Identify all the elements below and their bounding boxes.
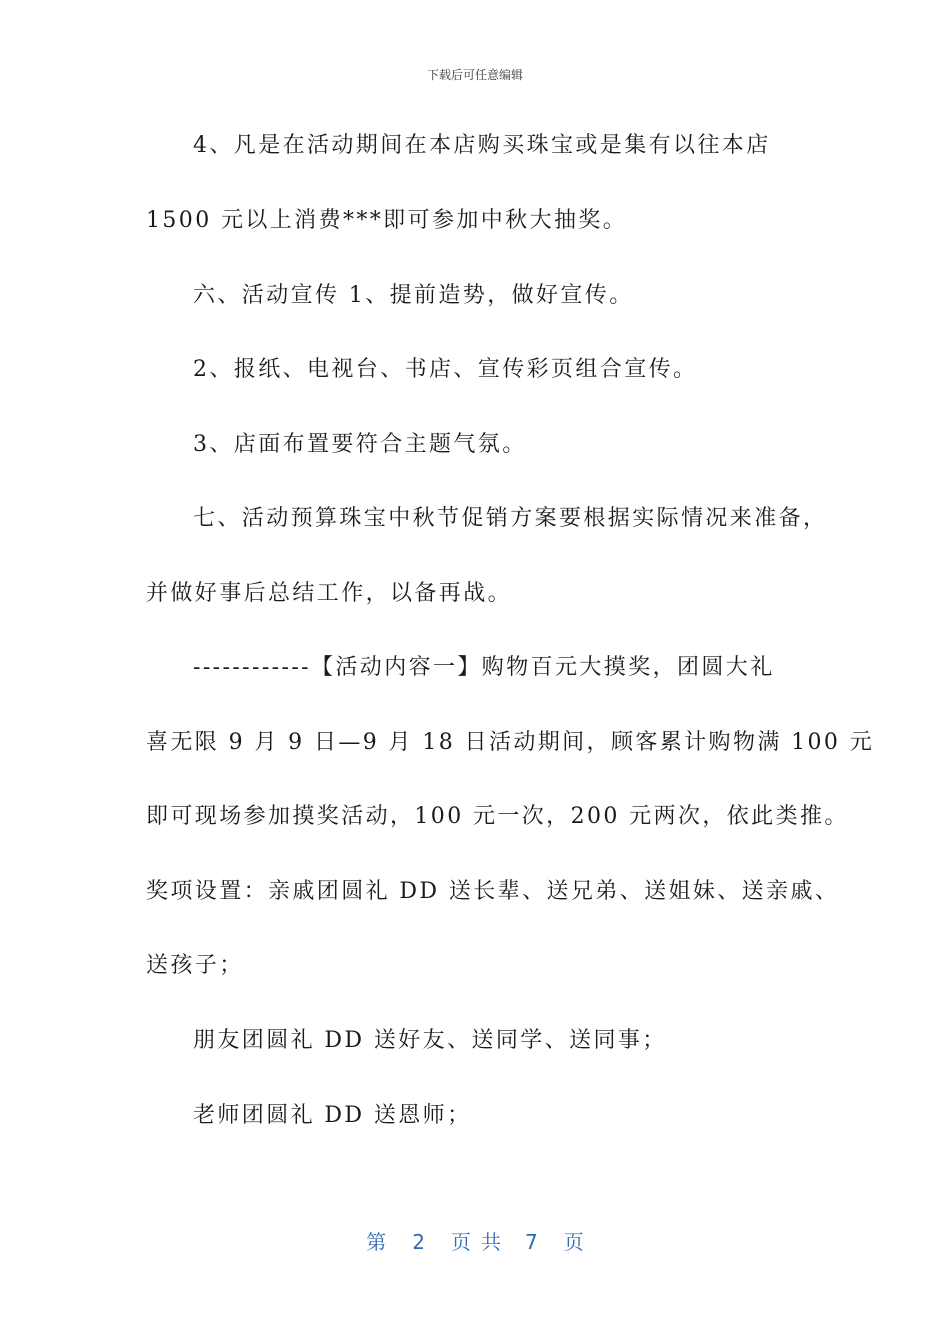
- paragraph-line: 七、活动预算珠宝中秋节促销方案要根据实际情况来准备，: [193, 506, 828, 531]
- total-pages-number: 7: [525, 1230, 538, 1254]
- paragraph-line: 喜无限 9 月 9 日—9 月 18 日活动期间，顾客累计购物满 100 元: [146, 730, 875, 755]
- page-number-footer: [0, 1226, 950, 1255]
- page-header-note: 下载后可任意编辑: [426, 68, 523, 82]
- paragraph-line: 2、报纸、电视台、书店、宣传彩页组合宣传。: [193, 357, 698, 382]
- page-label-suffix: 页: [563, 1230, 584, 1254]
- paragraph-line: 3、店面布置要符合主题气氛。: [193, 432, 527, 457]
- paragraph-line: 即可现场参加摸奖活动，100 元一次，200 元两次，依此类推。: [146, 804, 849, 829]
- current-page-number: 2: [412, 1230, 425, 1254]
- page-label-prefix: 第: [366, 1230, 387, 1254]
- paragraph-line: 奖项设置：亲戚团圆礼 DD 送长辈、送兄弟、送姐妹、送亲戚、: [146, 879, 840, 904]
- paragraph-line: 六、活动宣传 1、提前造势，做好宣传。: [193, 283, 634, 308]
- paragraph-line: 4、凡是在活动期间在本店购买珠宝或是集有以往本店: [193, 133, 771, 158]
- paragraph-line: 朋友团圆礼 DD 送好友、送同学、送同事；: [193, 1028, 667, 1053]
- paragraph-line: ------------【活动内容一】购物百元大摸奖，团圆大礼: [193, 655, 775, 680]
- paragraph-line: 1500 元以上消费***即可参加中秋大抽奖。: [146, 208, 628, 233]
- paragraph-line: 送孩子；: [146, 953, 244, 978]
- paragraph-line: 并做好事后总结工作，以备再战。: [146, 581, 513, 606]
- paragraph-line: 老师团圆礼 DD 送恩师；: [193, 1103, 472, 1128]
- page-label-mid: 页共: [451, 1230, 511, 1254]
